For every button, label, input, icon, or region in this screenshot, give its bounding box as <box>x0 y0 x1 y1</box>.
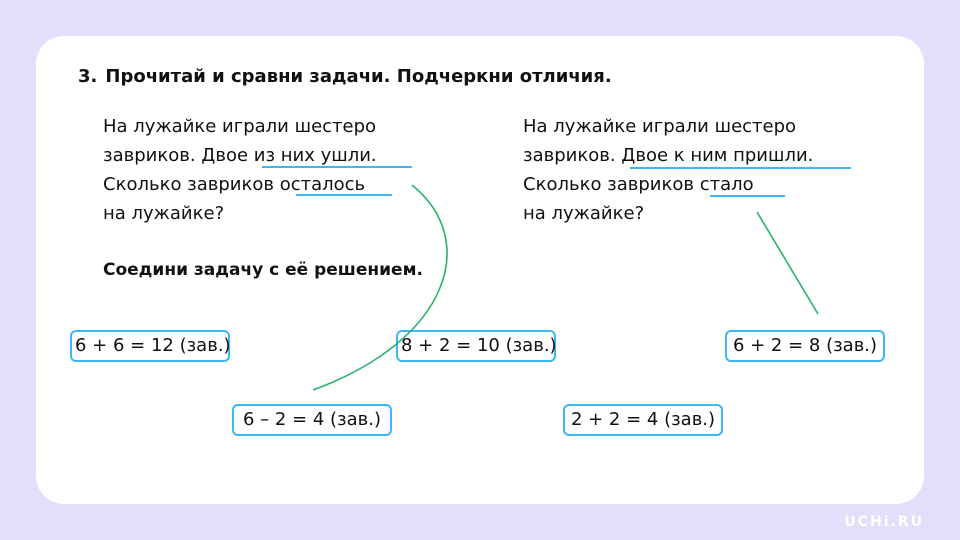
problem-left-line-2: завриков. Двое из них ушли. <box>103 145 377 166</box>
connector-right[interactable] <box>757 212 818 314</box>
solution-chip-4[interactable]: 6 – 2 = 4 (зав.) <box>232 404 392 436</box>
solution-chip-5[interactable]: 2 + 2 = 4 (зав.) <box>563 404 723 436</box>
problem-left-line-4: на лужайке? <box>103 203 225 224</box>
problem-right-line-2: завриков. Двое к ним пришли. <box>523 145 814 166</box>
solution-chip-3[interactable]: 6 + 2 = 8 (зав.) <box>725 330 885 362</box>
uchi-logo: UCHi.RU <box>844 514 924 530</box>
problem-right-line-4: на лужайке? <box>523 203 645 224</box>
task-number: 3. <box>78 66 98 87</box>
problem-right-line-3: Сколько завриков стало <box>523 174 754 195</box>
connector-left[interactable] <box>313 185 447 390</box>
solution-chip-2[interactable]: 8 + 2 = 10 (зав.) <box>396 330 556 362</box>
problem-left-line-3: Сколько завриков осталось <box>103 174 366 195</box>
task-title-text: Прочитай и сравни задачи. Подчеркни отличия. <box>105 66 612 87</box>
problem-left-line-1: На лужайке играли шестеро <box>103 116 377 137</box>
solution-chip-1[interactable]: 6 + 6 = 12 (зав.) <box>70 330 230 362</box>
problem-right-line-1: На лужайке играли шестеро <box>523 116 797 137</box>
subheading: Соедини задачу с её решением. <box>103 260 423 280</box>
